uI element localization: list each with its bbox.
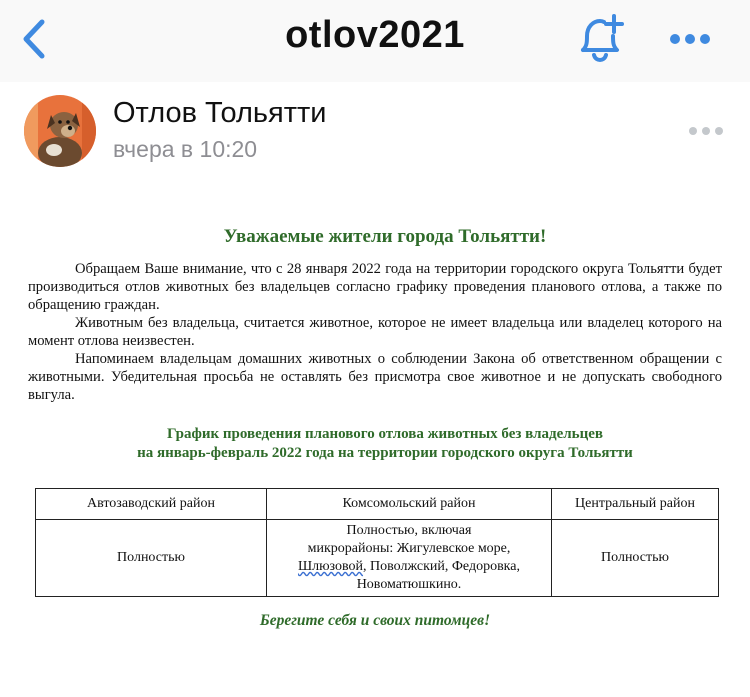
avatar[interactable]: [24, 95, 96, 167]
table-cell: [267, 520, 552, 597]
table-cell: Полностью: [36, 520, 267, 597]
post-timestamp: вчера в 10:20: [113, 136, 258, 162]
table-header-row: [36, 489, 719, 520]
table-cell: Полностью: [552, 520, 719, 597]
schedule-title-line: График проведения планового отлова животных без владельцев: [167, 426, 603, 442]
document-paragraph: Животным без владельца, считается животное, которое не имеет владельца или владелец которого на момент отлова неизвестен.: [28, 315, 722, 349]
closing-message: Берегите себя и своих питомцев!: [259, 612, 491, 629]
page-title: otlov2021: [285, 14, 465, 56]
schedule-title-line: на январь-февраль 2022 года на территории городского округа Тольятти: [137, 445, 633, 461]
top-nav-bar: [0, 0, 750, 82]
cell-line-rest: , Поволжский, Федоровка,: [363, 559, 520, 574]
spellcheck-underlined-word: Шлюзовой: [297, 559, 364, 574]
table-header-cell: Центральный район: [552, 489, 719, 520]
more-horizontal-icon: [688, 125, 724, 137]
table-header-cell: Автозаводский район: [36, 489, 267, 520]
more-options-button[interactable]: [668, 30, 712, 48]
table-row: [36, 520, 719, 597]
post-author-name[interactable]: Отлов Тольятти: [113, 97, 327, 129]
document-paragraph: Напоминаем владельцам домашних животных о соблюдении Закона об ответственном обращении с животными. Убедительная просьба не оставлять без присмотра свое животное и не допускать свободного выгула.: [28, 351, 722, 403]
schedule-title: [28, 425, 722, 463]
subscribe-notifications-button[interactable]: [574, 12, 626, 64]
schedule-table: [35, 488, 719, 597]
more-horizontal-icon: [668, 30, 712, 48]
announcement-document: [28, 222, 722, 463]
cell-line: Полностью, включая: [346, 523, 472, 538]
document-heading: Уважаемые жители города Тольятти!: [223, 226, 547, 247]
cell-line: микрорайоны: Жигулевское море,: [307, 541, 511, 556]
document-paragraph: Обращаем Ваше внимание, что с 28 января 2022 года на территории городского округа Тольятти будет производиться отлов животных без владельцев согласно графику проведения планового отлова, а также по обращению граждан.: [28, 261, 722, 313]
dog-avatar-image: [24, 95, 96, 167]
table-header-cell: Комсомольский район: [267, 489, 552, 520]
post-options-button[interactable]: [688, 124, 724, 136]
cell-line: Новоматюшкино.: [356, 577, 462, 592]
bell-plus-icon: [574, 12, 626, 64]
cell-line: [268, 558, 550, 576]
